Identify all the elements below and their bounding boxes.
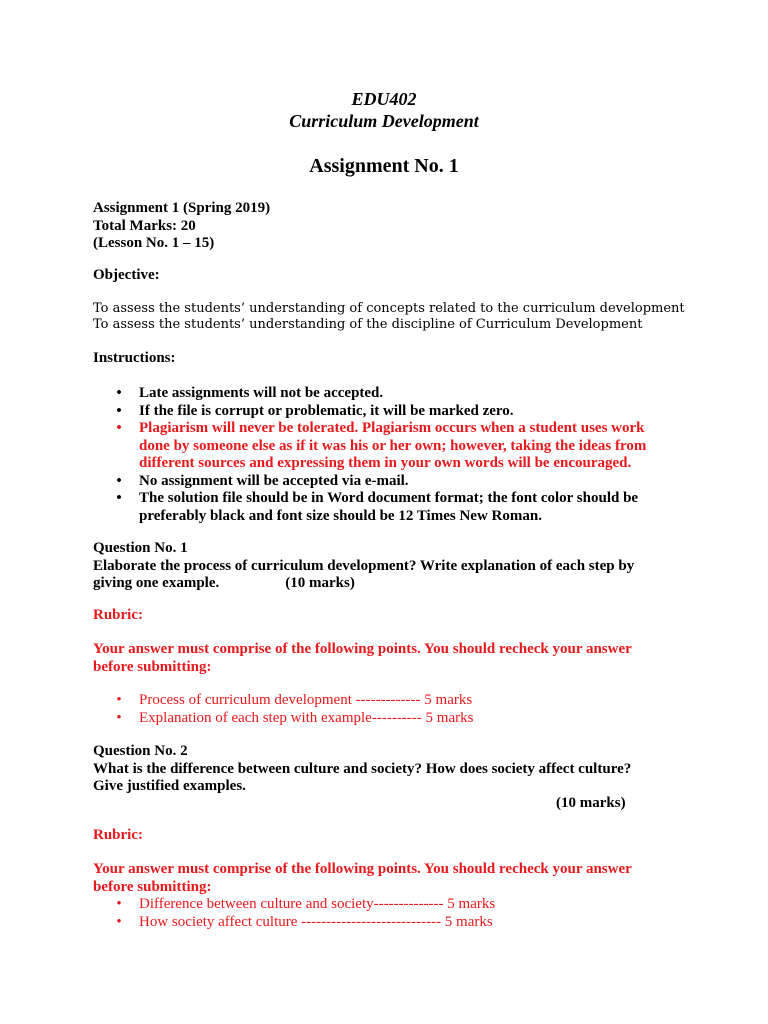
rubric-item-text: Difference between culture and society-------------- 5 marks	[139, 896, 496, 912]
question-2	[93, 743, 663, 796]
list-item	[93, 896, 673, 914]
plagiarism-instruction-text: Plagiarism will never be tolerated. Plagiarism occurs when a student uses work done by someone else as if it was his or her own; however, taking the ideas from different sources and expressing them in your own words will be encouraged.	[139, 420, 647, 471]
course-name: Curriculum Development	[289, 111, 479, 131]
list-item	[93, 473, 673, 491]
bullet-icon: •	[116, 420, 122, 436]
list-item	[93, 420, 673, 473]
question-1-heading: Question No. 1	[93, 540, 188, 556]
question-1-text	[93, 558, 663, 593]
question-1-marks: (10 marks)	[285, 575, 355, 591]
objective-line-1: To assess the students’ understanding of concepts related to the curriculum development	[93, 301, 685, 316]
question-1	[93, 540, 663, 593]
bullet-icon: •	[116, 385, 122, 401]
rubric-2-list	[93, 896, 673, 931]
list-item	[93, 490, 673, 525]
instruction-text: If the file is corrupt or problematic, it will be marked zero.	[139, 402, 514, 419]
total-marks-line: Total Marks: 20	[93, 217, 196, 234]
rubric-item-text: How society affect culture ---------------------------- 5 marks	[139, 913, 493, 930]
rubric-1-heading: Rubric:	[93, 607, 143, 623]
objective-line-2: To assess the students’ understanding of the discipline of Curriculum Development	[93, 317, 643, 332]
list-item	[93, 403, 673, 421]
bullet-icon: •	[116, 896, 122, 912]
instructions-list	[93, 385, 673, 525]
instruction-text: The solution file should be in Word document format; the font color should be preferably black and font size should be 12 Times New Roman.	[139, 490, 639, 524]
instruction-text: No assignment will be accepted via e-mail.	[139, 472, 409, 489]
course-code: EDU402	[351, 89, 417, 109]
bullet-icon: •	[116, 472, 122, 489]
assignment-title: Assignment No. 1	[309, 155, 459, 177]
list-item	[93, 710, 673, 728]
bullet-icon: •	[116, 490, 122, 506]
objective-text	[93, 301, 753, 333]
instruction-text: Late assignments will not be accepted.	[139, 385, 384, 401]
lessons-line: (Lesson No. 1 – 15)	[93, 235, 215, 251]
list-item	[93, 385, 673, 403]
bullet-icon: •	[116, 402, 122, 419]
instructions-heading: Instructions:	[93, 350, 176, 366]
question-2-heading: Question No. 2	[93, 743, 188, 759]
rubric-1-list	[93, 692, 673, 727]
list-item	[93, 692, 673, 710]
rubric-item-text: Explanation of each step with example---------- 5 marks	[139, 709, 474, 726]
question-2-marks: (10 marks)	[556, 795, 626, 811]
bullet-icon: •	[116, 692, 122, 708]
rubric-1-intro: Your answer must comprise of the following points. You should recheck your answer before submitting:	[93, 641, 632, 675]
rubric-item-text: Process of curriculum development ------------- 5 marks	[139, 692, 473, 708]
bullet-icon: •	[116, 709, 122, 726]
semester-line: Assignment 1 (Spring 2019)	[93, 200, 271, 216]
objective-heading: Objective:	[93, 267, 160, 283]
question-1-body: Elaborate the process of curriculum development? Write explanation of each step by giving one example.	[93, 557, 635, 591]
rubric-2-intro: Your answer must comprise of the following points. You should recheck your answer before submitting:	[93, 861, 632, 895]
rubric-2-heading: Rubric:	[93, 827, 143, 843]
bullet-icon: •	[116, 913, 122, 930]
list-item	[93, 914, 673, 932]
assignment-info	[93, 200, 693, 253]
question-2-text: What is the difference between culture and society? How does society affect culture? Give justified examples.	[93, 760, 632, 794]
